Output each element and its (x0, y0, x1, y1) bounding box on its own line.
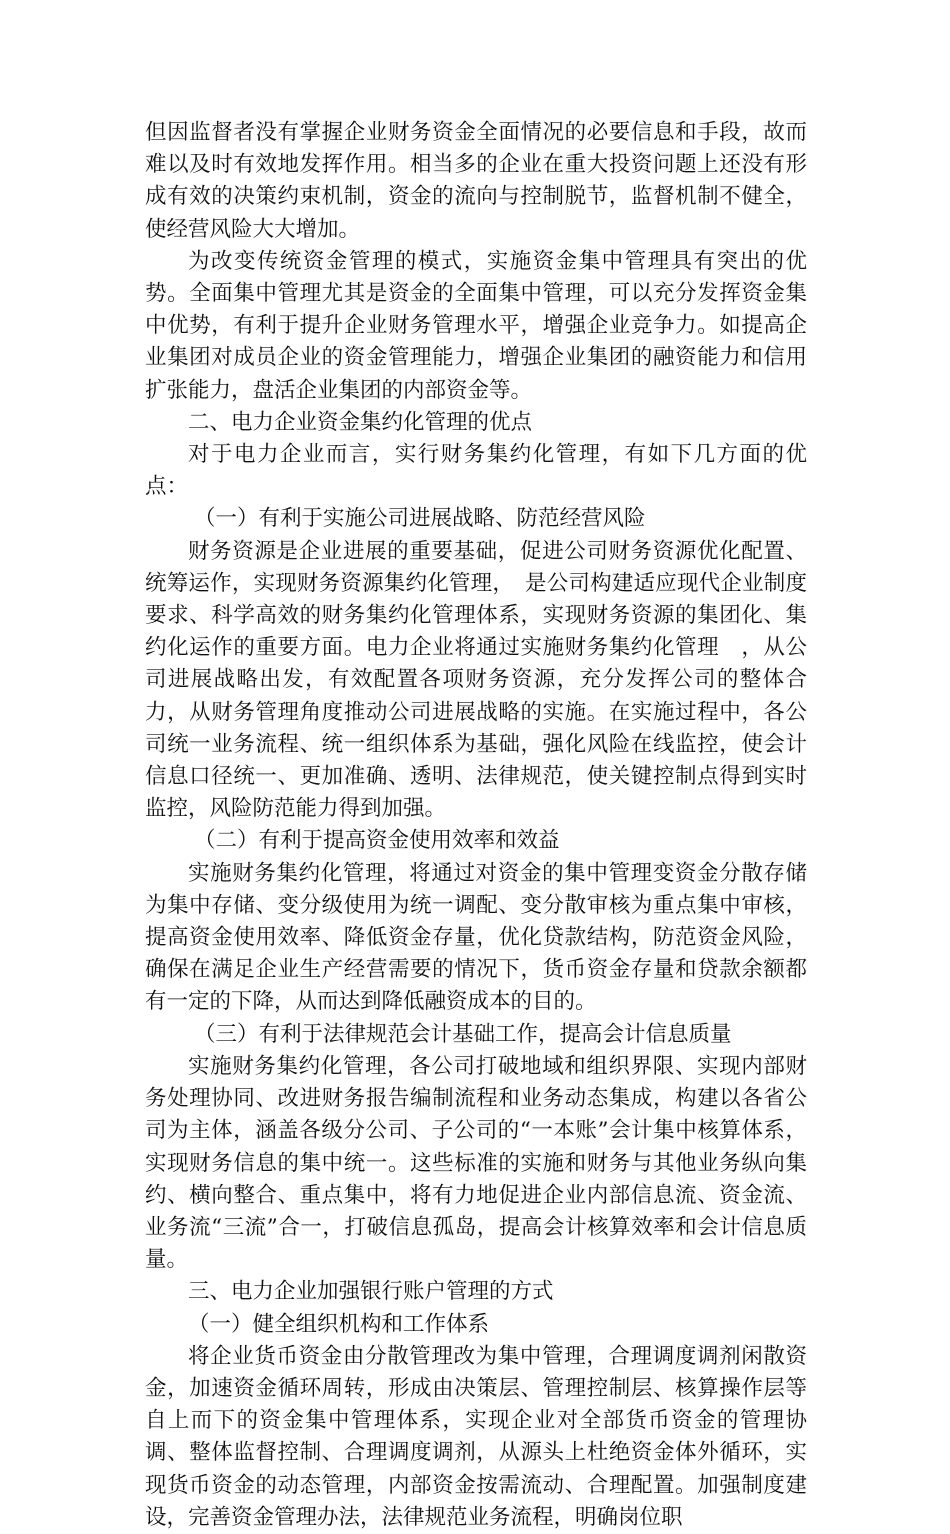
subsection-heading: （三）有利于法律规范会计基础工作，提高会计信息质量 (194, 1021, 732, 1047)
section-heading: 二、电力企业资金集约化管理的优点 (188, 409, 533, 435)
subsection-heading: （一）有利于实施公司进展战略、防范经营风险 (194, 506, 646, 532)
paragraph-body: 实施财务集约化管理，各公司打破地域和组织界限、实现内部财务处理协同、改进财务报告编制流程和业务动态集成，构建以各省公司为主体，涵盖各级分公司、子公司的“一本账”会计集中核算体系，实现财务信息的集中统一。这些标准的实施和财务与其他业务纵向集约、横向整合、重点集中，将有力地促进企业内部信息流、资金流、业务流“三流”合一，打破信息孤岛，提高会计核算效率和会计信息质量。 (145, 1053, 807, 1273)
paragraph-body: 为改变传统资金管理的模式，实施资金集中管理具有突出的优势。全面集中管理尤其是资金的全面集中管理，可以充分发挥资金集中优势，有利于提升企业财务管理水平，增强企业竞争力。如提高企业集团对成员企业的资金管理能力，增强企业集团的融资能力和信用扩张能力，盘活企业集团的内部资金等。 (145, 248, 807, 403)
paragraph-body: 将企业货币资金由分散管理改为集中管理，合理调度调剂闲散资金，加速资金循环周转，形成由决策层、管理控制层、核算操作层等自上而下的资金集中管理体系，实现企业对全部货币资金的管理协调、整体监督控制、合理调度调剂，从源头上杜绝资金体外循环，实现货币资金的动态管理，内部资金按需流动、合理配置。加强制度建设，完善资金管理办法，法律规范业务流程，明确岗位职 (145, 1343, 807, 1530)
paragraph-body: 财务资源是企业进展的重要基础，促进公司财务资源优化配置、统筹运作，实现财务资源集约化管理， 是公司构建适应现代企业制度要求、科学高效的财务集约化管理体系，实现财务资源的集团化、集约化运作的重要方面。电力企业将通过实施财务集约化管理 ，从公司进展战略出发，有效配置各项财务资源，充分发挥公司的整体合力，从财务管理角度推动公司进展战略的实施。在实施过程中，各公司统一业务流程、统一组织体系为基础，强化风险在线监控，使会计信息口径统一、更加准确、透明、法律规范，使关键控制点得到实时监控，风险防范能力得到加强。 (145, 538, 807, 822)
document-page (145, 117, 807, 1534)
section-heading: 三、电力企业加强银行账户管理的方式 (188, 1279, 554, 1305)
subsection-heading: （二）有利于提高资金使用效率和效益 (194, 828, 560, 854)
paragraph-body: 对于电力企业而言，实行财务集约化管理，有如下几方面的优点： (145, 442, 807, 500)
subsection-heading: （一）健全组织机构和工作体系 (188, 1311, 490, 1337)
paragraph-body: 实施财务集约化管理，将通过对资金的集中管理变资金分散存储为集中存储、变分级使用为统一调配、变分散审核为重点集中审核，提高资金使用效率、降低资金存量，优化贷款结构，防范资金风险，确保在满足企业生产经营需要的情况下，货币资金存量和贷款余额都有一定的下降，从而达到降低融资成本的目的。 (145, 860, 807, 1015)
paragraph-continuation: 但因监督者没有掌握企业财务资金全面情况的必要信息和手段，故而难以及时有效地发挥作用。相当多的企业在重大投资问题上还没有形成有效的决策约束机制，资金的流向与控制脱节，监督机制不健全，使经营风险大大增加。 (145, 120, 807, 242)
